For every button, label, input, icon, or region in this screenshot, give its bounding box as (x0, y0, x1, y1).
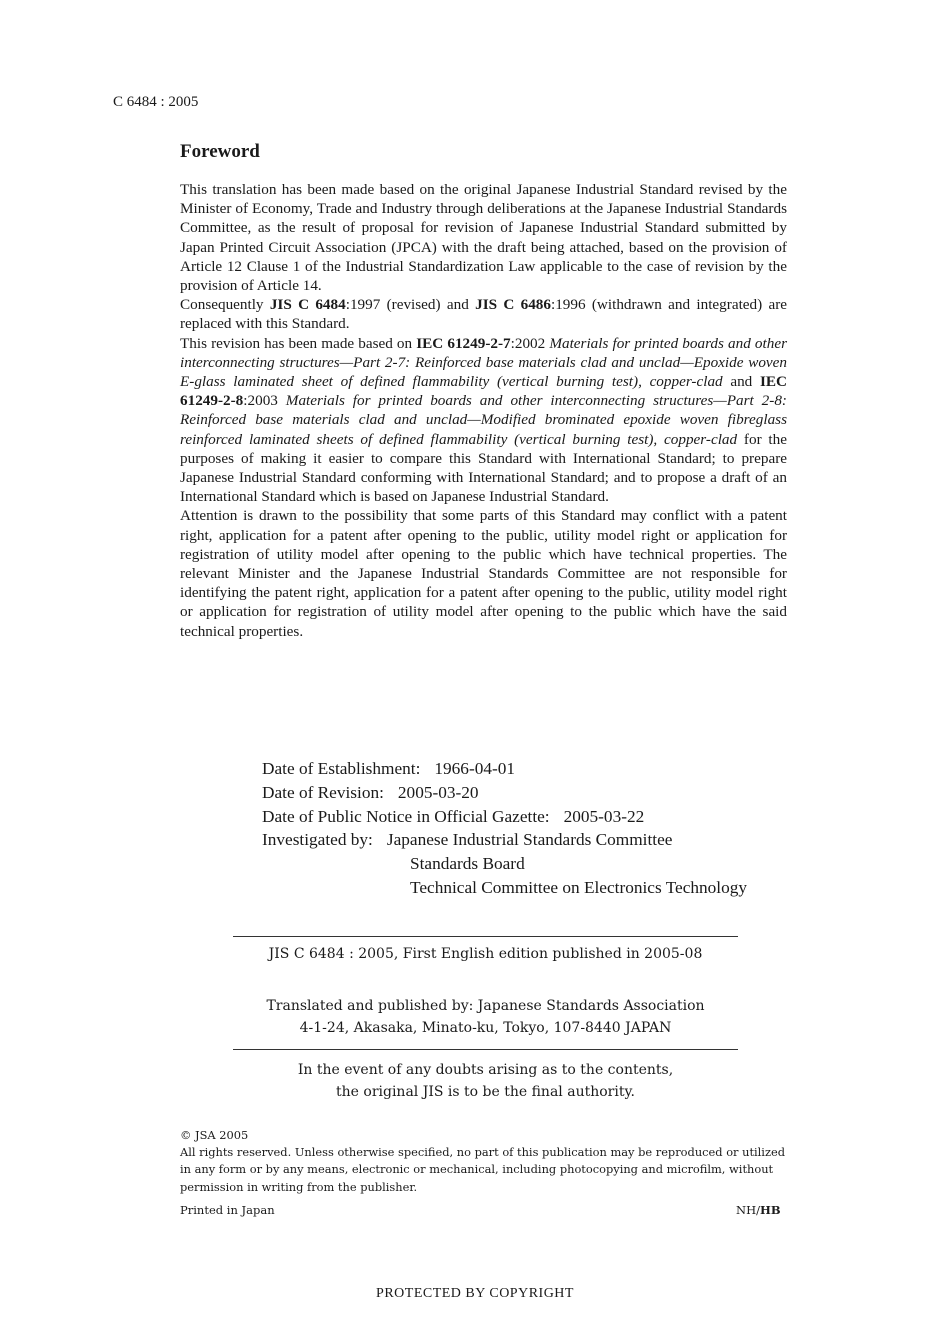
p3-standard-2: IEC 61249-2-8 (180, 373, 787, 410)
notice-value: 2005-03-22 (563, 806, 645, 826)
establishment-row (262, 757, 747, 781)
notice-label: Date of Public Notice in Official Gazette: (262, 806, 550, 826)
publisher-line-1: Translated and published by: Japanese Standards Association (266, 998, 705, 1014)
p3-text-4: :2003 (243, 392, 286, 410)
foreword-paragraph-1: This translation has been made based on the original Japanese Industrial Standard revised by the Minister of Economy, Trade and Industry through deliberations at the Japanese Industrial Standards Committee, as the result of proposal for revision of Japanese Industrial Standard submitted by Japan Printed Circuit Association (JPCA) with the draft being attached, based on the provision of Article 12 Clause 1 of the Industrial Standardization Law applicable to the case of revision by the provision of Article 14. (180, 181, 787, 295)
p2-standard-1: JIS C 6484 (269, 296, 346, 314)
divider-top (233, 936, 738, 937)
p3-text-5: for the purposes of making it easier to compare this Standard with International Standard; to prepare Japanese Industrial Standard conforming with International Standard; and to propose a draft of an International Standard which is based on Japanese Industrial Standard. (180, 430, 787, 506)
revision-value: 2005-03-20 (397, 782, 479, 802)
authority-block (233, 1060, 738, 1103)
p3-standard-1: IEC 61249-2-7 (416, 334, 511, 352)
foreword-body (180, 180, 787, 641)
dates-block (262, 757, 747, 900)
copyright-block (180, 1127, 787, 1196)
p2-text-1: Consequently (180, 296, 270, 314)
divider-bottom (233, 1049, 738, 1050)
p2-text-3: :1996 (withdrawn and integrated) are replaced with this Standard. (180, 296, 788, 333)
p3-title-2: Materials for printed boards and other interconnecting structures—Part 2-8: Reinforced base materials clad and unclad—Modified brominated epoxide woven fibreglass reinforced laminated sheets of defined flammability (vertical burning test), copper-clad (180, 392, 787, 448)
print-code-prefix: NH/ (736, 1203, 760, 1217)
publisher-block (233, 996, 738, 1039)
investigated-row (262, 828, 747, 852)
copyright-mark: © JSA 2005 (180, 1128, 249, 1142)
authority-line-1: In the event of any doubts arising as to the contents, (297, 1062, 674, 1078)
foreword-paragraph-4: Attention is drawn to the possibility that some parts of this Standard may conflict with a patent right, application for a patent after opening to the public, utility model right or application for registration of utility model after opening to the public which have technical properties. The relevant Minister and the Japanese Industrial Standards Committee are not responsible for identifying the patent right, application for a patent after opening to the public, utility model right or application for registration of utility model after opening to the public which have the said technical properties. (180, 507, 787, 640)
print-code (736, 1203, 781, 1217)
p2-text-2: :1997 (revised) and (345, 296, 476, 314)
p3-text-2: :2002 (510, 334, 550, 352)
foreword-paragraph-2 (180, 295, 787, 333)
notice-row (262, 805, 747, 829)
p3-title-1: Materials for printed boards and other interconnecting structures—Part 2-7: Reinforced base materials clad and unclad—Epoxide woven E-glass laminated sheet of defined flammability (vertical burning test), copper-clad (180, 334, 787, 391)
rights-notice: All rights reserved. Unless otherwise specified, no part of this publication may be reproduced or utilized in any form or by any means, electronic or mechanical, including photocopying and microfilm, without permission in writing from the publisher. (180, 1145, 785, 1194)
p3-text-1: This revision has been made based on (180, 334, 417, 352)
p2-standard-2: JIS C 6486 (475, 296, 551, 314)
establishment-label: Date of Establishment: (262, 759, 421, 778)
authority-line-2: the original JIS is to be the final authority. (336, 1083, 635, 1100)
committee-2: Standards Board (410, 854, 525, 874)
publisher-line-2: 4-1-24, Akasaka, Minato-ku, Tokyo, 107-8440 JAPAN (299, 1019, 672, 1036)
committee-1: Japanese Industrial Standards Committee (386, 830, 673, 850)
foreword-title: Foreword (180, 141, 260, 162)
establishment-value: 1966-04-01 (434, 759, 516, 778)
copyright-footer: PROTECTED BY COPYRIGHT (376, 1286, 574, 1301)
investigated-label: Investigated by: (262, 830, 373, 850)
revision-label: Date of Revision: (262, 782, 384, 802)
print-code-suffix: HB (759, 1203, 781, 1217)
foreword-paragraph-3 (180, 334, 787, 507)
printed-in: Printed in Japan (180, 1203, 275, 1217)
p3-text-3: and (722, 373, 760, 391)
committee-3: Technical Committee on Electronics Technology (410, 877, 748, 897)
edition-line: JIS C 6484 : 2005, First English edition published in 2005-08 (268, 946, 703, 962)
revision-row (262, 781, 747, 805)
document-code: C 6484 : 2005 (113, 94, 199, 110)
